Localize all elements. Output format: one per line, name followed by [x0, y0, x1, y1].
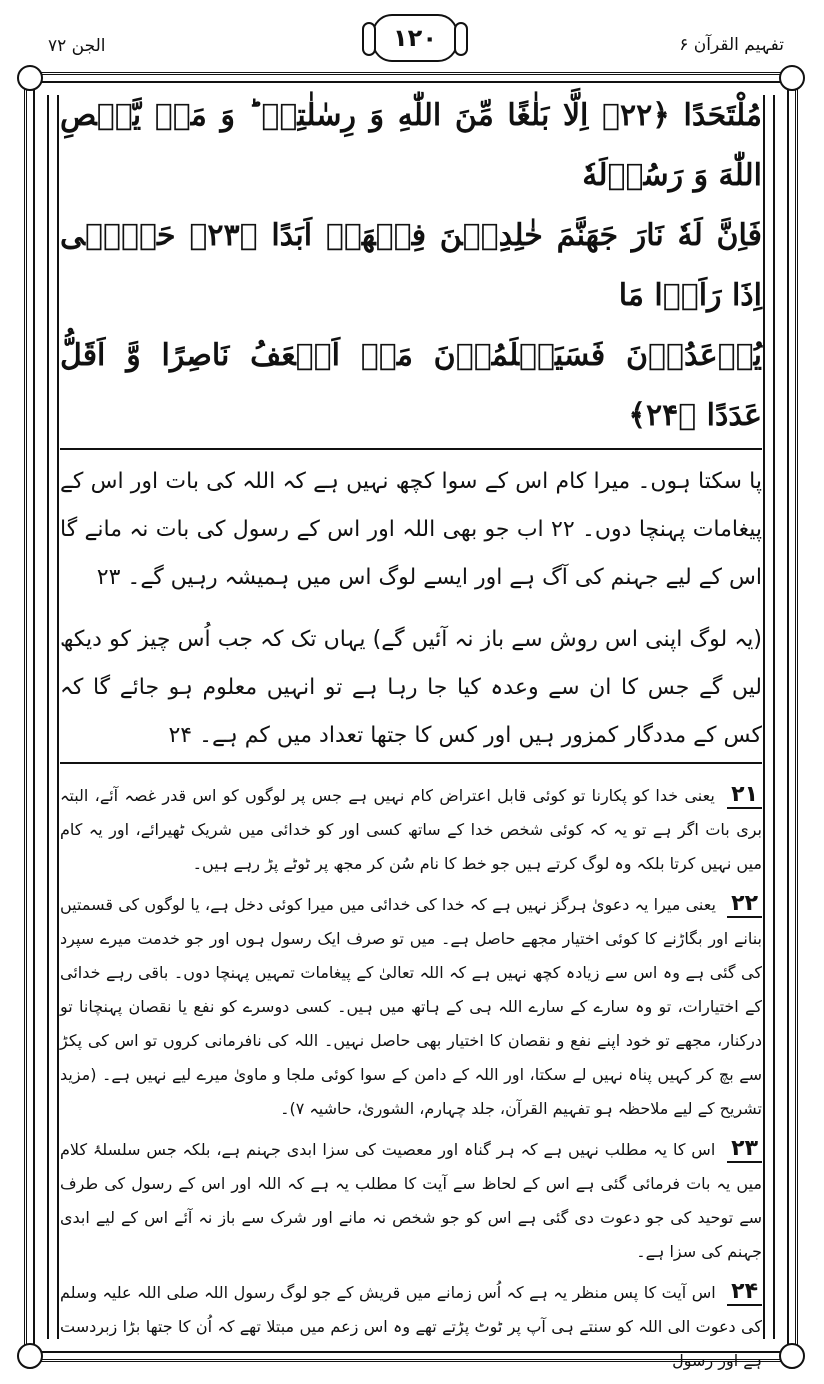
right-column-border	[763, 95, 775, 1339]
footnote-number: ۲۲	[727, 891, 762, 918]
footnote-number: ۲۴	[727, 1279, 762, 1306]
page-header	[0, 8, 824, 72]
urdu-translation	[60, 458, 762, 764]
footnote-number: ۲۳	[727, 1136, 762, 1163]
footnote-text: یعنی میرا یہ دعویٰ ہرگز نہیں ہے کہ خدا کی خدائی میں میرا کوئی دخل ہے، یا لوگوں کی قسمتیں بنانے اور بگاڑنے کا کوئی اختیار مجھے حاصل ہے۔ میں تو صرف ایک رسول ہوں اور جو خدمت میرے سپرد کی گئی ہے وہ اس سے زیادہ کچھ نہیں ہے کہ اللہ تعالیٰ کے پیغامات تمہیں پہنچا دوں۔ باقی رہے خدائی کے اختیارات، تو وہ سارے کے سارے اللہ ہی کے ہاتھ میں ہیں۔ کسی دوسرے کو نفع یا نقصان پہنچانا تو درکنار، مجھے تو خود اپنے نفع و نقصان کا اختیار بھی حاصل نہیں۔ اللہ کی نافرمانی کروں تو اس کی پکڑ سے بچ کر کہیں پناہ نہیں لے سکتا، اور اللہ کے دامن کے سوا کوئی ملجا و ماویٰ میرے لیے نہیں ہے۔ (مزید تشریح کے لیے ملاحظہ ہو تفہیم القرآن، جلد چہارم، الشوریٰ، حاشیہ ۷)۔	[60, 895, 763, 1118]
footnotes	[60, 778, 762, 1378]
arabic-line: فَاِنَّ لَهٗ نَارَ جَهَنَّمَ خٰلِدِیۡنَ فِیۡهَاۤ اَبَدًا ﴿۲۳﴾ حَتّٰۤی اِذَا رَاَوۡا مَا	[60, 218, 762, 313]
footnote	[60, 1132, 762, 1269]
corner-ornament	[17, 1343, 43, 1369]
corner-ornament	[17, 65, 43, 91]
footnote-text: اس آیت کا پس منظر یہ ہے کہ اُس زمانے میں قریش کے جو لوگ رسول اللہ صلی اللہ علیہ وسلم کی دعوت الی اللہ کو سنتے ہی آپ پر ٹوٹ پڑتے تھے وہ اس زعم میں مبتلا تھے کہ اُن کا جتھا بڑا زبردست ہے اور رسول	[60, 1283, 763, 1370]
arabic-line: مُلْتَحَدًا ﴿۲۲﴾ اِلَّا بَلٰغًا مِّنَ اللّٰهِ وَ رِسٰلٰتِهٖ ؕ وَ مَنۡ یَّعۡصِ اللّٰهَ وَ رَسُوۡلَهٗ	[60, 98, 763, 193]
quran-arabic-text	[60, 86, 762, 446]
corner-ornament	[779, 1343, 805, 1369]
surah-reference: الجن ۷۲	[48, 36, 106, 56]
page-number-ornament: ۱۲۰	[372, 14, 458, 62]
left-column-border	[47, 95, 59, 1339]
footnote	[60, 887, 762, 1126]
corner-ornament	[779, 65, 805, 91]
footnote-text: یعنی خدا کو پکارنا تو کوئی قابل اعتراض کام نہیں ہے جس پر لوگوں کو اس قدر غصہ آئے، البتہ بری بات اگر ہے تو یہ کہ کوئی شخص خدا کے ساتھ کسی اور کو خدائی میں شریک ٹھیرائے، اور یہ کام میں نہیں کرتا بلکہ وہ لوگ کرتے ہیں جو خط کا نام سُن کر مجھ پر ٹوٹے پڑ رہے ہیں۔	[60, 786, 762, 873]
translation-paragraph: پا سکتا ہوں۔ میرا کام اس کے سوا کچھ نہیں ہے کہ اللہ کی بات اور اس کے پیغامات پہنچا دوں۔ ۲۲ اب جو بھی اللہ اور اس کے رسول کی بات نہ مانے گا اس کے لیے جہنم کی آگ ہے اور ایسے لوگ اس میں ہمیشہ رہیں گے۔ ۲۳	[60, 469, 762, 590]
translation-paragraph: (یہ لوگ اپنی اس روش سے باز نہ آئیں گے) یہاں تک کہ جب اُس چیز کو دیکھ لیں گے جس کا ان سے وعدہ کیا جا رہا ہے تو انہیں معلوم ہو جائے گا کہ کس کے مددگار کمزور ہیں اور کس کا جتھا تعداد میں کم ہے۔ ۲۴	[60, 616, 762, 764]
footnote-text: اس کا یہ مطلب نہیں ہے کہ ہر گناہ اور معصیت کی سزا ابدی جہنم ہے، بلکہ جس سلسلۂ کلام میں یہ بات فرمائی گئی ہے اس کے لحاظ سے آیت کا مطلب یہ ہے کہ اللہ اور اس کے رسول کی طرف سے توحید کی جو دعوت دی گئی ہے اس کو جو شخص نہ مانے اور شرک سے باز نہ آئے اس کے لیے ابدی جہنم کی سزا ہے۔	[60, 1140, 762, 1261]
divider	[60, 448, 762, 450]
page-content	[60, 86, 762, 1384]
footnote-number: ۲۱	[727, 782, 762, 809]
footnote	[60, 1275, 762, 1378]
arabic-line: یُوۡعَدُوۡنَ فَسَیَعۡلَمُوۡنَ مَنۡ اَضۡعَفُ نَاصِرًا وَّ اَقَلُّ عَدَدًا ﴿۲۴﴾	[60, 338, 762, 433]
book-title: تفہیم القرآن ۶	[679, 35, 784, 55]
footnote	[60, 778, 762, 881]
